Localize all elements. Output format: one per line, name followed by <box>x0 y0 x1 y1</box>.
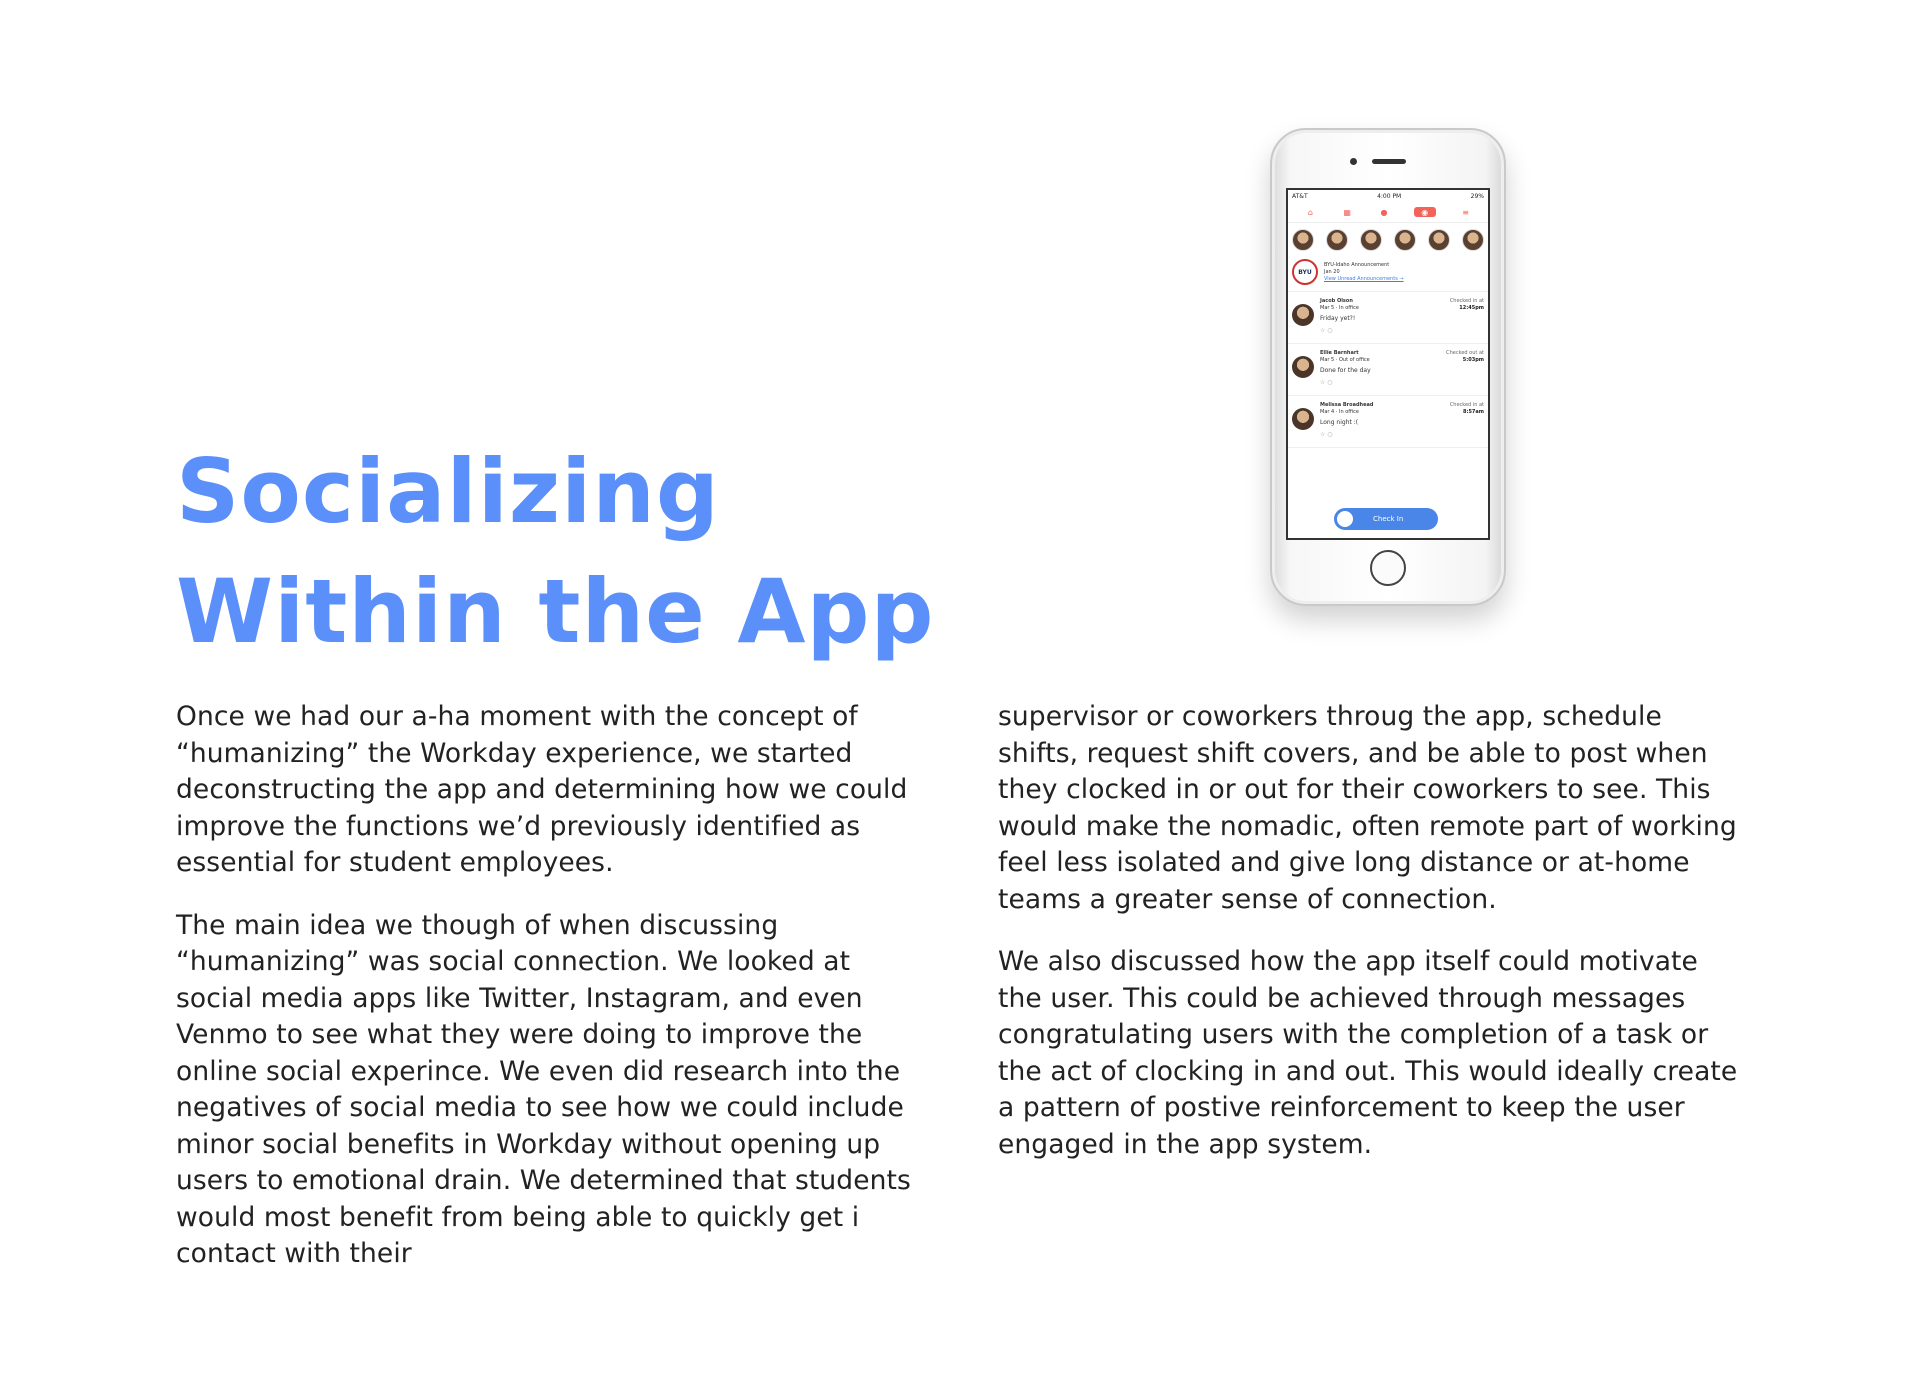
post-message: Done for the day <box>1320 367 1371 374</box>
speaker-grille <box>1372 159 1406 164</box>
people-icon: ◉ <box>1414 207 1436 217</box>
avatar <box>1326 229 1348 251</box>
right-paragraph-1: supervisor or coworkers throug the app, schedule shifts, request shift covers, and be able to post when they clocked in or out for their coworkers to see. This would make the nomadic, often remote part of working feel less isolated and give long distance or at-home teams a greater sense of connection. <box>998 701 1737 915</box>
home-button <box>1370 550 1406 586</box>
check-in-label: Check In <box>1373 515 1404 523</box>
app-nav-bar <box>1288 202 1488 223</box>
post-time: 12:45pm <box>1459 305 1484 311</box>
avatar <box>1292 408 1314 430</box>
phone-mockup <box>1270 128 1506 606</box>
post-message: Friday yet?! <box>1320 315 1356 322</box>
post-author: Jacob Olson <box>1320 298 1353 304</box>
avatar <box>1292 229 1314 251</box>
battery-label: 29% <box>1470 192 1484 200</box>
coworker-avatars <box>1288 223 1488 255</box>
page-title <box>176 432 935 672</box>
post-time: 5:03pm <box>1462 357 1484 363</box>
money-icon: ● <box>1380 207 1388 217</box>
avatar <box>1428 229 1450 251</box>
title-line-1: Socializing <box>176 440 720 543</box>
post-author: Melissa Broadhead <box>1320 402 1374 408</box>
right-text-column <box>998 699 1738 1189</box>
announcement-date: Jan 20 <box>1324 268 1340 275</box>
avatar <box>1292 356 1314 378</box>
avatar <box>1360 229 1382 251</box>
carrier-label: AT&T <box>1292 192 1308 200</box>
calendar-icon: ▦ <box>1343 207 1351 217</box>
avatar <box>1394 229 1416 251</box>
star-comment-icons: ☆ ○ <box>1320 327 1333 334</box>
phone-screen <box>1286 188 1490 540</box>
left-paragraph-2: The main idea we though of when discussing “humanizing” was social connection. We looked at social media apps like Twitter, Instagram, and even Venmo to see what they were doing to improve the online social experince. We even did research into the negatives of social media to see how we could include minor social benefits in Workday without opening up users to emotional drain. We determined that students would most benefit from being able to quickly get i contact with their <box>176 909 911 1269</box>
post-subtitle: Mar 5 · Out of office <box>1320 357 1370 363</box>
clock-label: 4:00 PM <box>1377 192 1402 200</box>
check-in-toggle <box>1334 508 1438 530</box>
feed-post <box>1288 396 1488 448</box>
avatar <box>1292 304 1314 326</box>
announcement-link: View Unread Announcements → <box>1324 275 1404 282</box>
post-time: 8:57am <box>1462 409 1484 415</box>
avatar <box>1462 229 1484 251</box>
title-line-2: Within the App <box>176 560 935 663</box>
post-author: Ellie Barnhart <box>1320 350 1359 356</box>
status-bar <box>1288 190 1488 202</box>
post-status: Checked out at <box>1446 350 1484 356</box>
post-subtitle: Mar 5 · In office <box>1320 305 1359 311</box>
toggle-knob <box>1337 511 1353 527</box>
camera-icon <box>1350 158 1357 165</box>
star-comment-icons: ☆ ○ <box>1320 379 1333 386</box>
announcement-title: BYU-Idaho Announcement <box>1324 261 1390 268</box>
post-subtitle: Mar 4 · In office <box>1320 409 1359 415</box>
byu-logo: BYU <box>1292 259 1318 285</box>
post-status: Checked in at <box>1449 298 1484 304</box>
left-paragraph-1: Once we had our a-ha moment with the concept of “humanizing” the Workday experience, we started deconstructing the app and determining how we could improve the functions we’d previously identified as essential for student employees. <box>176 701 908 878</box>
home-icon: ⌂ <box>1307 207 1313 217</box>
post-status: Checked in at <box>1449 402 1484 408</box>
right-paragraph-2: We also discussed how the app itself could motivate the user. This could be achieved through messages congratulating users with the completion of a task or the act of clocking in and out. This would ideally create a pattern of postive reinforcement to keep the user engaged in the app system. <box>998 946 1738 1160</box>
feed-post <box>1288 292 1488 344</box>
star-comment-icons: ☆ ○ <box>1320 431 1333 438</box>
feed-post <box>1288 344 1488 396</box>
menu-icon: ≡ <box>1462 207 1469 217</box>
post-message: Long night :( <box>1320 419 1359 426</box>
left-text-column <box>176 699 916 1299</box>
announcement-item <box>1288 255 1488 292</box>
